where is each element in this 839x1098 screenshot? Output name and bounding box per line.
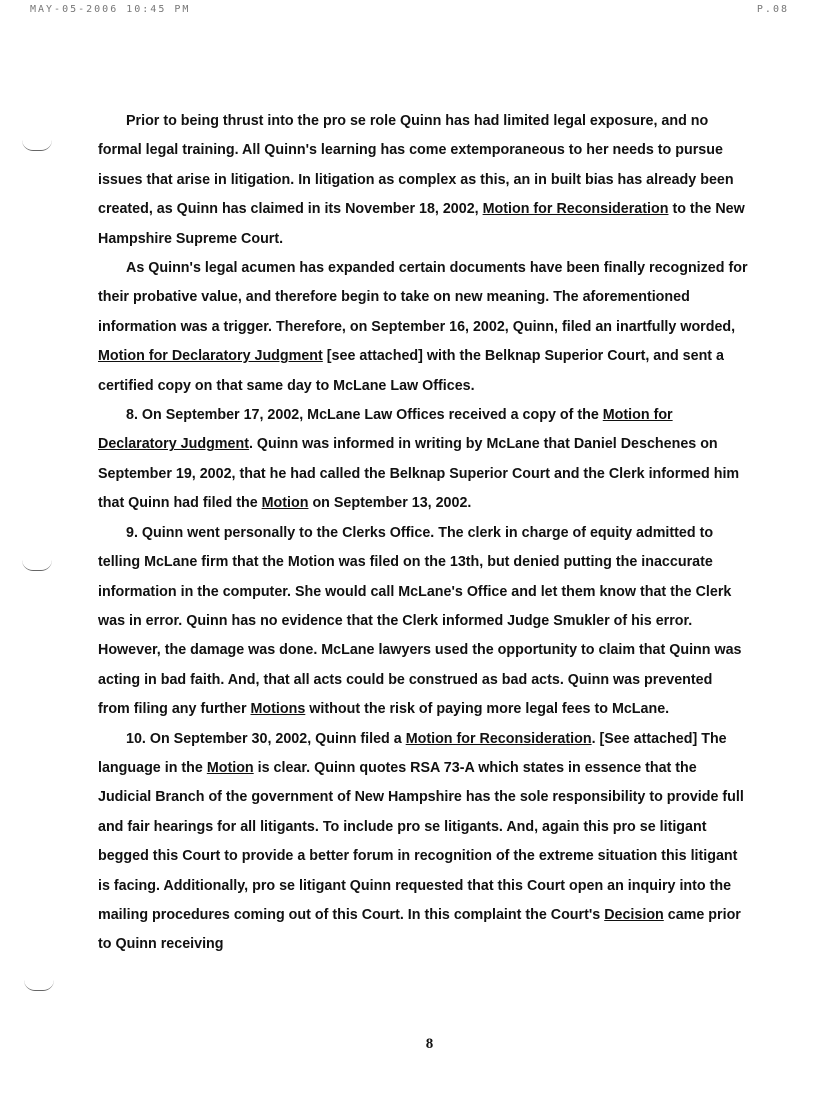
document-title-reference: Motion for Reconsideration	[482, 201, 669, 218]
paragraph-text: without the risk of paying more legal fees to McLane.	[305, 701, 670, 718]
fax-transmission-header	[30, 4, 789, 18]
fax-header-page: P.08	[756, 4, 789, 15]
paragraph	[98, 725, 748, 960]
document-title-reference: Motion for Reconsideration	[405, 730, 592, 747]
paragraph	[98, 401, 748, 519]
document-title-reference: Motion for Declaratory Judgment	[98, 407, 673, 453]
paragraph-text: 8. On September 17, 2002, McLane Law Offices received a copy of the	[126, 407, 603, 424]
paragraph-text: to the New Hampshire Supreme Court.	[98, 201, 745, 247]
punch-hole-mark	[22, 560, 52, 571]
document-body	[98, 107, 748, 960]
paragraph-text: [see attached] with the Belknap Superior Court, and sent a certified copy on that same day to McLane Law Offices.	[98, 348, 724, 394]
paragraph-text: . [See attached] The language in the	[98, 730, 727, 776]
paragraph-text: 9. Quinn went personally to the Clerks Office. The clerk in charge of equity admitted to telling McLane firm that the Motion was filed on the 13th, but denied putting the inaccurate information in the computer. She would call McLane's Office and let them know that the Clerk was in error. Quinn has no evidence that the Clerk informed Judge Smukler of his error. However, the damage was done. McLane lawyers used the opportunity to claim that Quinn was acting in bad faith. And, that all acts could be construed as bad acts. Quinn was prevented from filing any further	[98, 524, 742, 718]
fax-header-timestamp: MAY-05-2006 10:45 PM	[30, 4, 191, 15]
document-title-reference: Motion for Declaratory Judgment	[98, 348, 323, 365]
paragraph	[98, 107, 748, 254]
paragraph-text: on September 13, 2002.	[308, 495, 472, 512]
paragraph	[98, 519, 748, 725]
paragraph-text: is clear. Quinn quotes RSA 73-A which states in essence that the Judicial Branch of the government of New Hampshire has the sole responsibility to provide full and fair hearings for all litigants. To include pro se litigants. And, again this pro se litigant begged this Court to provide a better forum in recognition of the extreme situation this litigant is facing. Additionally, pro se litigant Quinn requested that this Court open an inquiry into the mailing procedures coming out of this Court. In this complaint the Court's	[98, 759, 744, 923]
paragraph-text: As Quinn's legal acumen has expanded certain documents have been finally recognized for their probative value, and therefore begin to take on new meaning. The aforementioned information was a trigger. Therefore, on September 16, 2002, Quinn, filed an inartfully worded,	[98, 260, 748, 335]
page-number: 8	[425, 1036, 434, 1052]
punch-hole-mark	[22, 140, 52, 151]
paragraph-text: 10. On September 30, 2002, Quinn filed a	[126, 730, 406, 747]
paragraph	[98, 254, 748, 401]
paragraph-text: . Quinn was informed in writing by McLane that Daniel Deschenes on September 19, 2002, that he had called the Belknap Superior Court and the Clerk informed him that Quinn had filed the	[98, 436, 740, 512]
document-title-reference: Motion	[261, 495, 309, 512]
document-title-reference: Motion	[206, 759, 254, 776]
document-title-reference: Decision	[604, 906, 664, 923]
punch-hole-mark	[24, 980, 54, 991]
paragraph-text: Prior to being thrust into the pro se role Quinn has had limited legal exposure, and no formal legal training. All Quinn's learning has come extemporaneous to her needs to pursue issues that arise in litigation. In litigation as complex as this, an in built bias has already been created, as Quinn has claimed in its November 18, 2002,	[98, 113, 734, 218]
paragraph-text: came prior to Quinn receiving	[98, 906, 741, 953]
document-title-reference: Motions	[250, 701, 306, 718]
